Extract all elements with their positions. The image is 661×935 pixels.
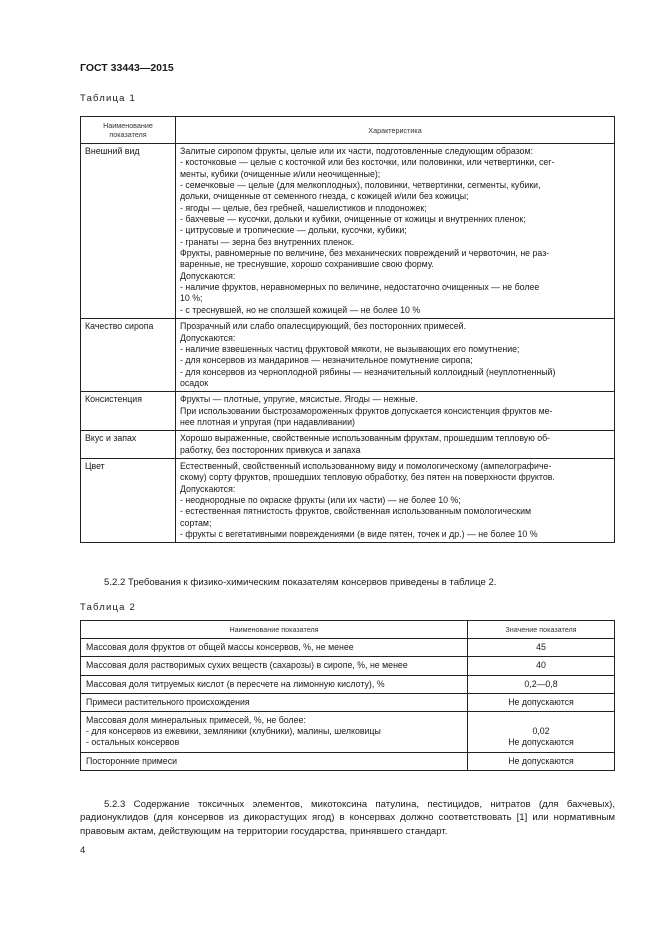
row-value: 0,2—0,8 — [468, 675, 615, 693]
table-row — [81, 144, 615, 319]
table-row — [81, 693, 615, 711]
row-text-syrup-quality: Прозрачный или слабо опалесцирующий, без посторонних примесей. Допускаются: - наличие взвешенных частиц фруктовой мякоти, не вызывающих его помутнение; - для консервов из мандаринов — незначительное помутнение сиропа; - для консервов из черноплодной рябины — незначительный коллоидный (неуплотненный) осадок — [176, 319, 615, 392]
table-row — [81, 657, 615, 675]
table-row — [81, 712, 615, 753]
row-value: 45 — [468, 639, 615, 657]
column-header-characteristic: Характеристика — [176, 117, 615, 144]
table2-caption: Таблица 2 — [80, 602, 136, 613]
row-text-appearance: Залитые сиропом фрукты, целые или их части, подготовленные следующим образом: - косточковые — целые с косточкой или без косточки, или половинки, или четвертинки, сег- менты, кубики (очищенные и/или неочищенные); - семечковые — целые (для мелкоплодных), половинки, четвертинки, сегменты, кубики, дольки, очищенные от семенного гнезда, с кожицей и/или без кожицы; - ягоды — целые, без гребней, чашелистиков и плодоножек; - бахчевые — кусочки, дольки и кубики, очищенные от кожицы и внутренних пленок; - цитрусовые и тропические — дольки, кусочки, кубики; - гранаты — зерна без внутренних пленок. Фрукты, равномерные по величине, без механических повреждений и червоточин, не раз- варенные, не треснувшие, хорошо сохранившие свою форму. Допускаются: - наличие фруктов, неравномерных по величине, недостаточно очищенных — не более 10 %; - с треснувшей, но не сползшей кожицей — не более 10 % — [176, 144, 615, 319]
row-value: 40 — [468, 657, 615, 675]
row-name: Массовая доля фруктов от общей массы консервов, %, не менее — [81, 639, 468, 657]
table-2 — [80, 620, 615, 771]
row-name-mineral-impurities: Массовая доля минеральных примесей, %, не более: - для консервов из ежевики, земляники (клубники), малины, шелковицы - остальных консервов — [81, 712, 468, 753]
row-name: Примеси растительного происхождения — [81, 693, 468, 711]
row-name-color: Цвет — [81, 458, 176, 542]
row-name: Посторонние примеси — [81, 752, 468, 770]
document-header: ГОСТ 33443—2015 — [80, 62, 174, 74]
page-number: 4 — [80, 845, 86, 856]
column-header-indicator: Наименование показателя — [81, 621, 468, 639]
row-name-taste-smell: Вкус и запах — [81, 431, 176, 459]
row-name-syrup-quality: Качество сиропа — [81, 319, 176, 392]
table-row — [81, 458, 615, 542]
column-header-value: Значение показателя — [468, 621, 615, 639]
table-header-row — [81, 621, 615, 639]
row-text-taste-smell: Хорошо выраженные, свойственные использованным фруктам, прошедшим тепловую об- работку, без посторонних привкуса и запаха — [176, 431, 615, 459]
paragraph-5-2-3: 5.2.3 Содержание токсичных элементов, микотоксина патулина, пестицидов, нитратов (для бахчевых), радионуклидов (для консервов из дикорастущих ягод) в консервах должно соответствовать [1] или нормативным правовым актам, действующим на территории государства, принявшего стандарт. — [80, 799, 615, 837]
table1-caption: Таблица 1 — [80, 93, 136, 104]
table-row — [81, 639, 615, 657]
table-row — [81, 319, 615, 392]
row-value-mineral-impurities: 0,02 Не допускаются — [468, 712, 615, 753]
row-name: Массовая доля титруемых кислот (в пересчете на лимонную кислоту), % — [81, 675, 468, 693]
table-row — [81, 392, 615, 431]
table-1 — [80, 116, 615, 543]
row-name-consistency: Консистенция — [81, 392, 176, 431]
table-row — [81, 675, 615, 693]
table-row — [81, 752, 615, 770]
table-header-row — [81, 117, 615, 144]
column-header-indicator: Наименование показателя — [81, 117, 176, 144]
row-value: Не допускаются — [468, 693, 615, 711]
table-row — [81, 431, 615, 459]
row-text-color: Естественный, свойственный использованному виду и помологическому (ампелографиче- скому) сорту фруктов, прошедших тепловую обработку, без пятен на поверхности фруктов. Допускаются: - неоднородные по окраске фрукты (или их части) — не более 10 %; - естественная пятнистость фруктов, свойственная использованным помологическим сортам; - фрукты с вегетативными повреждениями (в виде пятен, точек и др.) — не более 10 % — [176, 458, 615, 542]
row-value: Не допускаются — [468, 752, 615, 770]
paragraph-5-2-2: 5.2.2 Требования к физико-химическим показателям консервов приведены в таблице 2. — [104, 577, 497, 588]
row-name: Массовая доля растворимых сухих веществ (сахарозы) в сиропе, %, не менее — [81, 657, 468, 675]
row-name-appearance: Внешний вид — [81, 144, 176, 319]
row-text-consistency: Фрукты — плотные, упругие, мясистые. Ягоды — нежные. При использовании быстрозамороженных фруктов допускается консистенция фруктов ме- нее плотная и упругая (при надавливании) — [176, 392, 615, 431]
